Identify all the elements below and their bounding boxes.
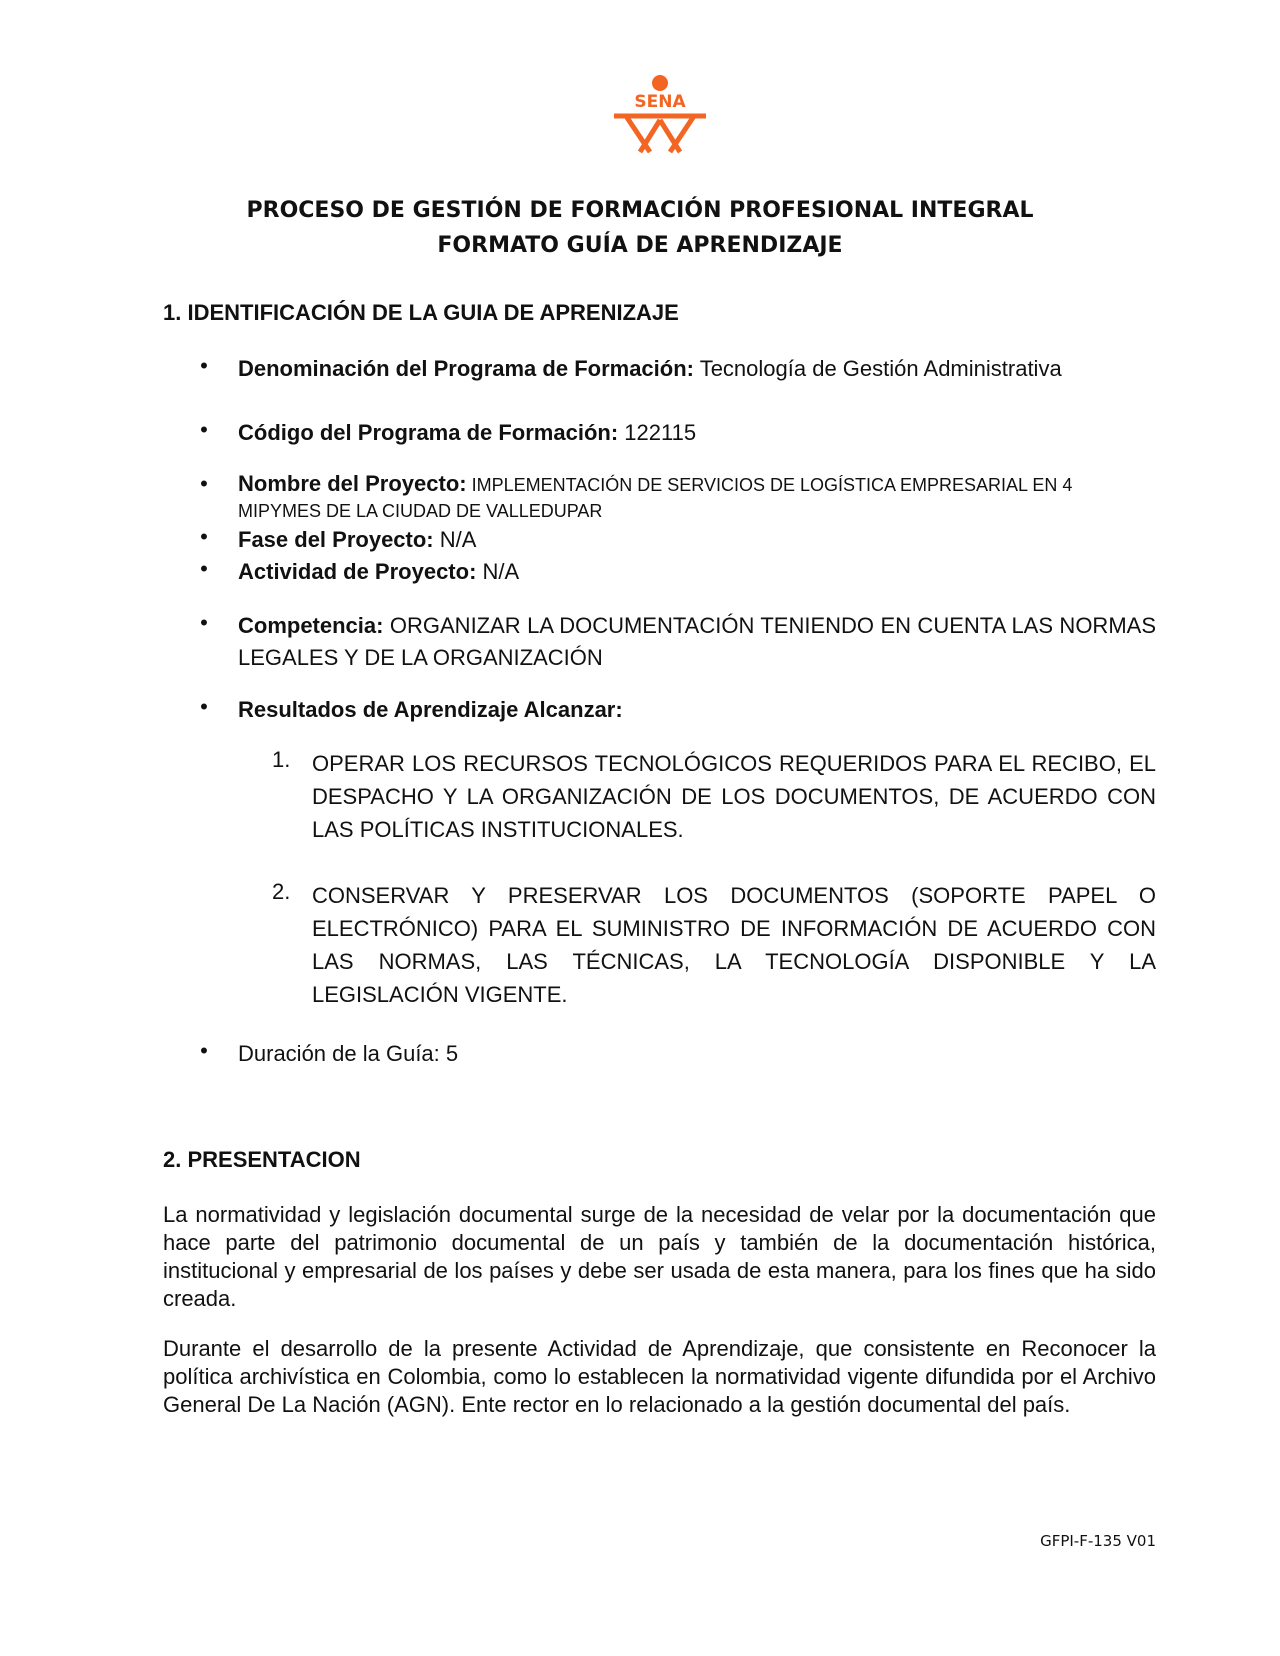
sena-logo — [610, 74, 710, 174]
paragraph: La normatividad y legislación documental surge de la necesidad de velar por la documentación que hace parte del patrimonio documental de un país y también de la documentación histórica, institucional y empresarial de los países y debe ser usada de esta manera, para los fines que ha sido creada. — [163, 1202, 1156, 1311]
item-label: Denominación del Programa de Formación: — [238, 356, 694, 381]
item-label: Actividad de Proyecto: — [238, 559, 477, 584]
result-number: 1. — [272, 747, 291, 772]
document-title-line2: FORMATO GUÍA DE APRENDIZAJE — [437, 233, 843, 258]
item-value: N/A — [433, 527, 477, 552]
bullet: • — [200, 524, 208, 549]
item-value: Tecnología de Gestión Administrativa — [693, 356, 1062, 381]
footer-code: GFPI-F-135 V01 — [1040, 1532, 1156, 1550]
list-item — [238, 524, 1156, 556]
item-value: N/A — [476, 559, 520, 584]
result-text: OPERAR LOS RECURSOS TECNOLÓGICOS REQUERIDOS PARA EL RECIBO, EL DESPACHO Y LA ORGANIZACIÓN DE LOS DOCUMENTOS, DE ACUERDO CON LAS POLÍTICAS INSTITUCIONALES. — [312, 751, 1156, 842]
bullet: • — [200, 353, 208, 378]
item-value: IMPLEMENTACIÓN DE SERVICIOS DE LOGÍSTICA EMPRESARIAL EN 4 MIPYMES DE LA CIUDAD DE VALLEDUPAR — [238, 475, 1073, 521]
sena-logo-text: SENA — [634, 92, 686, 112]
item-label: Fase del Proyecto: — [238, 527, 434, 552]
item-value: ORGANIZAR LA DOCUMENTACIÓN TENIENDO EN CUENTA LAS NORMAS LEGALES Y DE LA ORGANIZACIÓN — [238, 613, 1156, 670]
paragraph: Durante el desarrollo de la presente Actividad de Aprendizaje, que consistente en Reconocer la política archivística en Colombia, como lo establecen la normatividad vigente difundida por el Archivo General De La Nación (AGN). Ente rector en lo relacionado a la gestión documental del país. — [163, 1336, 1156, 1417]
list-item — [238, 353, 1156, 385]
item-label: Código del Programa de Formación: — [238, 420, 619, 445]
list-item — [238, 471, 1156, 523]
document-title-line1: PROCESO DE GESTIÓN DE FORMACIÓN PROFESIONAL INTEGRAL — [246, 198, 1034, 223]
bullet: • — [200, 1038, 208, 1063]
section2-heading: 2. PRESENTACION — [163, 1147, 361, 1172]
item-value: 122115 — [618, 420, 697, 445]
list-item — [238, 610, 1156, 674]
section1-heading: 1. IDENTIFICACIÓN DE LA GUIA DE APRENIZAJE — [163, 300, 679, 325]
guide-duration: Duración de la Guía: 5 — [238, 1041, 459, 1066]
bullet: • — [200, 694, 208, 719]
item-label: Competencia: — [238, 613, 384, 638]
result-text: CONSERVAR Y PRESERVAR LOS DOCUMENTOS (SOPORTE PAPEL O ELECTRÓNICO) PARA EL SUMINISTRO DE INFORMACIÓN DE ACUERDO CON LAS NORMAS, LAS TÉCNICAS, LA TECNOLOGÍA DISPONIBLE Y LA LEGISLACIÓN VIGENTE. — [312, 883, 1156, 1007]
bullet: • — [200, 556, 208, 581]
list-item — [238, 417, 1156, 449]
item-label: Resultados de Aprendizaje Alcanzar: — [238, 697, 623, 722]
bullet: • — [200, 471, 208, 496]
list-item — [238, 694, 1156, 726]
item-label: Nombre del Proyecto: — [238, 471, 467, 496]
bullet: • — [200, 610, 208, 635]
list-item — [238, 556, 1156, 588]
result-number: 2. — [272, 879, 291, 904]
bullet: • — [200, 417, 208, 442]
